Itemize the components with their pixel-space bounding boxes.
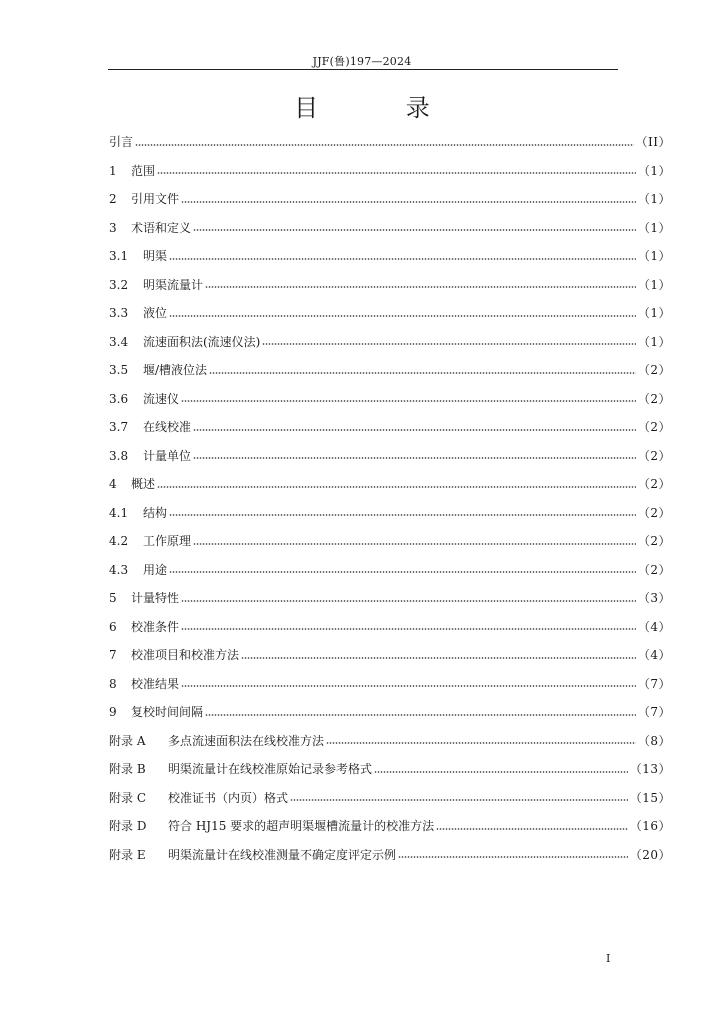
toc-entry-number: 附录 D <box>109 819 147 833</box>
dot-leader <box>374 771 628 773</box>
toc-entry[interactable] <box>109 613 671 642</box>
toc-entry-title: 符合 HJ15 要求的超声明渠堰槽流量计的校准方法 <box>168 819 435 833</box>
toc-entry-title: 明渠流量计在线校准测量不确定度评定示例 <box>168 847 397 862</box>
toc-entry-number: 4.2 <box>109 534 129 548</box>
dot-leader <box>157 172 636 174</box>
dot-leader <box>181 628 636 630</box>
dot-leader <box>262 343 635 345</box>
dot-leader <box>193 429 636 431</box>
dot-leader <box>135 144 634 146</box>
toc-entry-number: 9 <box>109 705 117 719</box>
toc-entry-number: 3.7 <box>109 420 129 434</box>
dot-leader <box>290 799 628 801</box>
toc-entry-page: （1） <box>637 249 671 263</box>
toc-entry[interactable] <box>109 556 671 585</box>
toc-entry[interactable] <box>109 841 671 870</box>
toc-entry-title: 校准项目和校准方法 <box>131 648 240 662</box>
toc-entry-page: （7） <box>637 705 671 719</box>
toc-entry-title: 引言 <box>109 135 134 149</box>
toc-entry-number: 8 <box>109 676 117 691</box>
toc-entry-page: （2） <box>637 505 671 520</box>
toc-entry-page: （2） <box>637 363 671 377</box>
toc-entry-title: 工作原理 <box>143 534 192 548</box>
toc-entry-number: 3.3 <box>109 306 129 320</box>
toc-entry-title: 计量单位 <box>143 448 192 463</box>
toc-entry[interactable] <box>109 271 671 300</box>
toc-entry[interactable] <box>109 698 671 727</box>
toc-entry[interactable] <box>109 356 671 385</box>
dot-leader <box>181 400 636 402</box>
toc-entry-number: 3.2 <box>109 277 129 292</box>
toc-entry-title: 明渠流量计在线校准原始记录参考格式 <box>168 762 373 776</box>
dot-leader <box>205 286 636 288</box>
toc-entry-title: 校准条件 <box>131 619 180 634</box>
toc-entry-title: 在线校准 <box>143 420 192 434</box>
toc-entry[interactable] <box>109 413 671 442</box>
toc-entry-page: （2） <box>637 534 671 548</box>
dot-leader <box>193 543 636 545</box>
toc-entry-page: （7） <box>637 676 671 691</box>
toc-entry-title: 明渠 <box>143 249 168 263</box>
toc-entry[interactable] <box>109 157 671 186</box>
dot-leader <box>181 201 636 203</box>
toc-entry-number: 1 <box>109 163 117 178</box>
toc-entry[interactable] <box>109 128 671 157</box>
toc-entry-number: 3.1 <box>109 249 129 263</box>
toc-entry-title: 校准结果 <box>131 676 180 691</box>
toc-entry-number: 附录 A <box>109 733 146 748</box>
document-code: JJF(鲁)197—2024 <box>312 55 412 68</box>
toc-entry[interactable] <box>109 299 671 328</box>
toc-entry-title: 校准证书（内页）格式 <box>168 790 289 805</box>
dot-leader <box>181 600 636 602</box>
toc-entry-title: 明渠流量计 <box>143 277 204 292</box>
toc-entry-title: 用途 <box>143 562 168 577</box>
dot-leader <box>169 258 636 260</box>
toc-entry-page: （2） <box>637 562 671 577</box>
dot-leader <box>205 714 636 716</box>
page-number: I <box>606 952 611 965</box>
toc-entry-number: 附录 C <box>109 790 146 805</box>
toc-entry[interactable] <box>109 185 671 214</box>
toc-entry-title: 范围 <box>131 163 156 178</box>
toc-entry-number: 6 <box>109 619 117 634</box>
toc-entry-title: 流速面积法(流速仪法) <box>143 334 261 349</box>
page-title: 目 录 <box>294 94 470 122</box>
toc-entry-title: 液位 <box>143 306 168 320</box>
toc-entry-title: 概述 <box>131 477 156 491</box>
toc-entry-title: 多点流速面积法在线校准方法 <box>168 733 325 748</box>
dot-leader <box>209 372 636 374</box>
dot-leader <box>193 229 636 231</box>
toc-entry[interactable] <box>109 242 671 271</box>
toc-entry-title: 计量特性 <box>131 591 180 605</box>
toc-entry[interactable] <box>109 784 671 813</box>
toc-entry-title: 流速仪 <box>143 391 180 406</box>
dot-leader <box>169 571 636 573</box>
toc-entry-number: 4 <box>109 477 117 491</box>
toc-entry-number: 4.1 <box>109 505 129 520</box>
toc-entry[interactable] <box>109 670 671 699</box>
toc-entry-title: 复校时间间隔 <box>131 705 204 719</box>
dot-leader <box>326 742 636 744</box>
toc-entry[interactable] <box>109 470 671 499</box>
toc-entry-page: （1） <box>637 163 671 178</box>
toc-entry[interactable] <box>109 385 671 414</box>
toc-entry[interactable] <box>109 214 671 243</box>
dot-leader <box>169 514 636 516</box>
toc-entry-page: （2） <box>637 477 671 491</box>
toc-entry[interactable] <box>109 328 671 357</box>
toc-entry-page: （1） <box>637 334 671 349</box>
dot-leader <box>436 828 628 830</box>
toc-entry-page: （2） <box>637 448 671 463</box>
toc-entry-title: 术语和定义 <box>131 220 192 235</box>
toc-entry-page: （1） <box>637 306 671 320</box>
toc-entry[interactable] <box>109 641 671 670</box>
toc-entry-number: 5 <box>109 591 117 605</box>
dot-leader <box>181 685 636 687</box>
dot-leader <box>241 657 636 659</box>
toc-entry-number: 7 <box>109 648 117 662</box>
toc-entry[interactable] <box>109 812 671 841</box>
toc-entry-number: 附录 E <box>109 847 146 862</box>
toc-entry-number: 附录 B <box>109 762 146 776</box>
toc-entry-number: 3 <box>109 220 117 235</box>
toc-entry-page: （4） <box>637 619 671 634</box>
toc-entry-title: 堰/槽液位法 <box>143 363 208 377</box>
table-of-contents <box>109 128 671 869</box>
toc-entry-page: （II） <box>635 135 671 149</box>
toc-entry-page: （1） <box>637 277 671 292</box>
toc-entry-page: （16） <box>629 819 671 833</box>
toc-entry-page: （15） <box>629 790 671 805</box>
toc-entry[interactable] <box>109 727 671 756</box>
toc-entry-page: （20） <box>629 847 671 862</box>
toc-entry[interactable] <box>109 442 671 471</box>
toc-entry-number: 2 <box>109 192 117 206</box>
toc-entry-title: 引用文件 <box>131 192 180 206</box>
dot-leader <box>157 486 636 488</box>
toc-entry-page: （13） <box>629 762 671 776</box>
toc-entry-page: （2） <box>637 391 671 406</box>
toc-entry[interactable] <box>109 755 671 784</box>
toc-entry-page: （8） <box>637 733 671 748</box>
toc-entry[interactable] <box>109 499 671 528</box>
toc-entry-number: 3.4 <box>109 334 129 349</box>
toc-entry-number: 3.8 <box>109 448 129 463</box>
dot-leader <box>169 315 636 317</box>
toc-entry-page: （2） <box>637 420 671 434</box>
dot-leader <box>398 856 628 858</box>
toc-entry-page: （4） <box>637 648 671 662</box>
toc-entry-page: （1） <box>637 220 671 235</box>
toc-entry-number: 3.6 <box>109 391 129 406</box>
toc-entry[interactable] <box>109 527 671 556</box>
dot-leader <box>193 457 636 459</box>
toc-entry-number: 3.5 <box>109 363 129 377</box>
header-divider <box>108 69 618 70</box>
toc-entry[interactable] <box>109 584 671 613</box>
toc-entry-title: 结构 <box>143 505 168 520</box>
toc-entry-number: 4.3 <box>109 562 129 577</box>
toc-entry-page: （3） <box>637 591 671 605</box>
toc-entry-page: （1） <box>637 192 671 206</box>
